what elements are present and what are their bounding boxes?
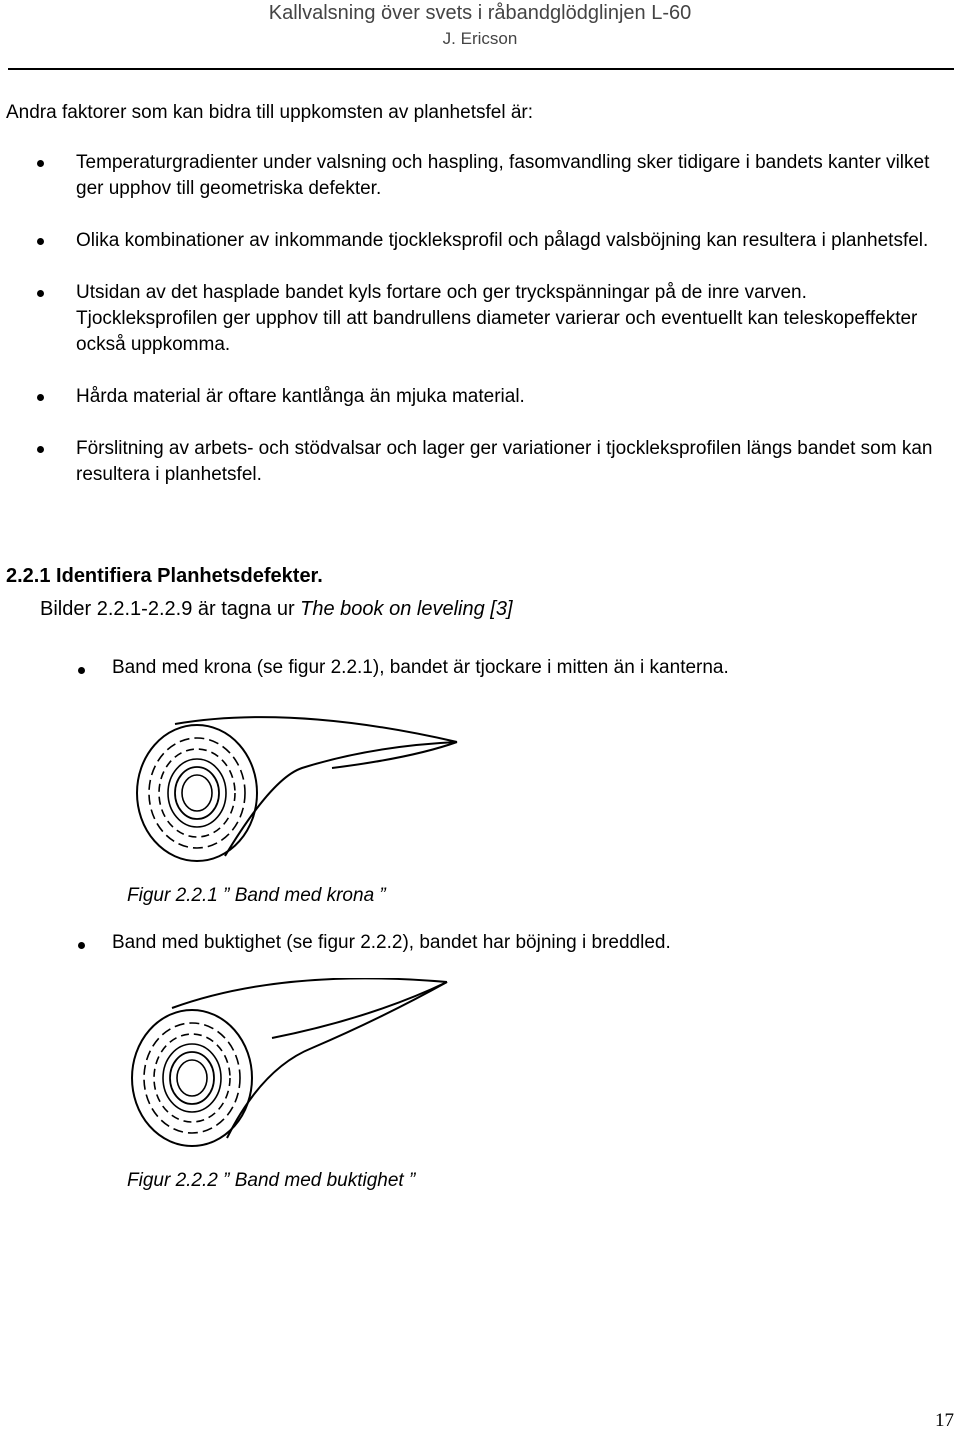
list-item	[0, 280, 960, 358]
intro-paragraph: Andra faktorer som kan bidra till uppkomsten av planhetsfel är:	[6, 102, 533, 123]
list-item	[0, 384, 960, 410]
page-number: 17	[935, 1410, 954, 1431]
figure-bullet-crown	[112, 657, 729, 679]
bullet-icon	[37, 394, 44, 401]
figure-bullet-text: Band med buktighet (se figur 2.2.2), bandet har böjning i breddled.	[112, 932, 671, 953]
list-item-text: Olika kombinationer av inkommande tjockleksprofil och pålagd valsböjning kan resultera i planhetsfel.	[76, 230, 929, 251]
bullet-icon	[37, 446, 44, 453]
factor-list	[0, 150, 960, 514]
bullet-icon	[37, 290, 44, 297]
source-book-title: The book on leveling [3]	[300, 598, 513, 620]
list-item-text: Hårda material är oftare kantlånga än mjuka material.	[76, 386, 525, 407]
source-prefix: Bilder 2.2.1-2.2.9 är tagna ur	[40, 598, 301, 620]
list-item	[0, 228, 960, 254]
bullet-icon	[78, 667, 85, 674]
bullet-icon	[78, 942, 85, 949]
list-item	[0, 150, 960, 202]
list-item-text: Utsidan av det hasplade bandet kyls fortare och ger tryckspänningar på de inre varven. Tjockleksprofilen ger upphov till att bandrullens diameter varierar och eventuellt kan teleskopeffekter också uppkomma.	[76, 282, 918, 355]
coil-camber-illustration	[112, 978, 472, 1148]
section-heading: 2.2.1 Identifiera Planhetsdefekter.	[6, 565, 323, 587]
figure-bullet-text: Band med krona (se figur 2.2.1), bandet är tjockare i mitten än i kanterna.	[112, 657, 729, 678]
bullet-icon	[37, 160, 44, 167]
header-divider	[8, 68, 954, 70]
figure-caption-crown: Figur 2.2.1 ” Band med krona ”	[127, 885, 386, 906]
figure-caption-camber: Figur 2.2.2 ” Band med buktighet ”	[127, 1170, 416, 1191]
list-item	[0, 436, 960, 488]
bullet-icon	[37, 238, 44, 245]
list-item-text: Temperaturgradienter under valsning och haspling, fasomvandling sker tidigare i bandets kanter vilket ger upphov till geometriska defekter.	[76, 152, 930, 199]
figure-bullet-camber	[112, 932, 671, 954]
document-title: Kallvalsning över svets i råbandglödglinjen L-60	[268, 2, 692, 24]
source-note	[40, 598, 513, 621]
document-author: J. Ericson	[442, 29, 518, 48]
list-item-text: Förslitning av arbets- och stödvalsar och lager ger variationer i tjockleksprofilen längs bandet som kan resultera i planhetsfel.	[76, 438, 933, 485]
coil-crown-illustration	[112, 698, 472, 863]
